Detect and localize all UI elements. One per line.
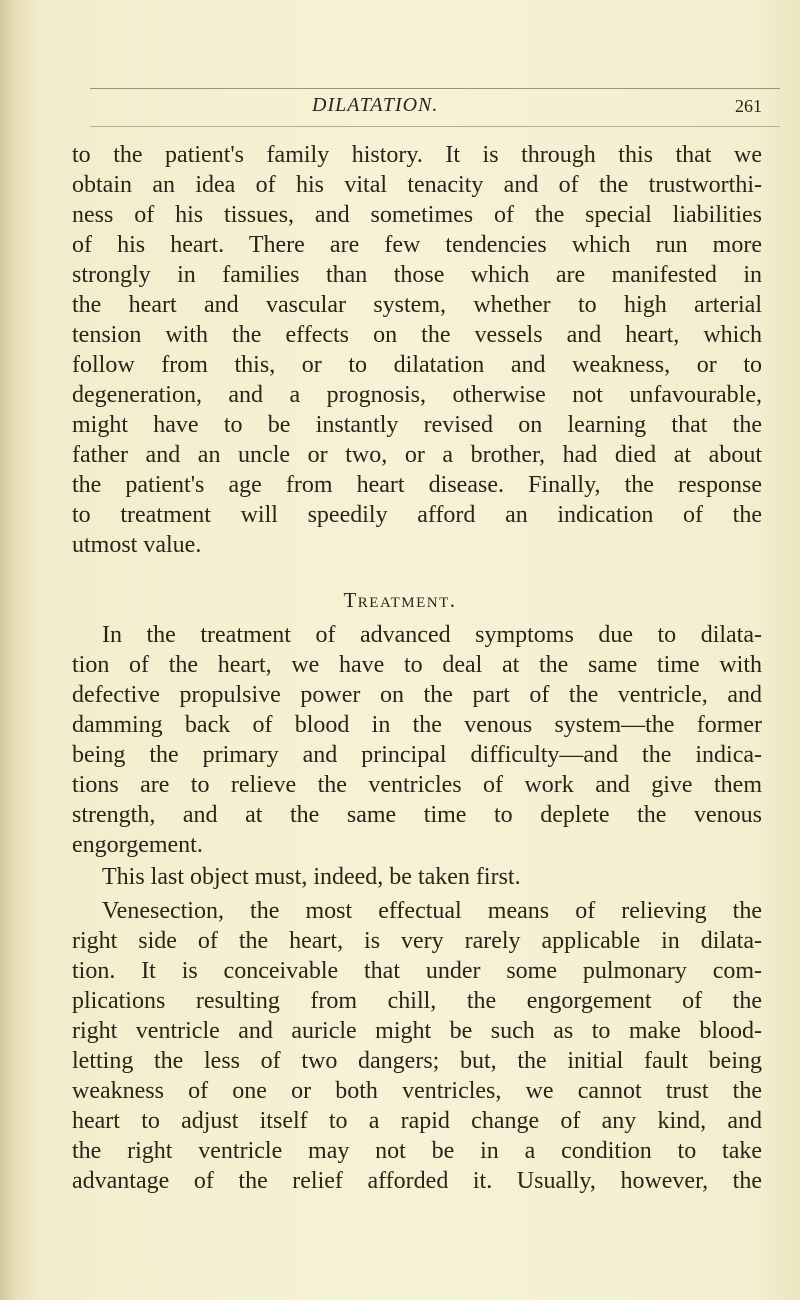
text-line: plications resulting from chill, the engorgement of the	[72, 988, 762, 1014]
running-head	[0, 94, 800, 124]
page-number: 261	[735, 96, 762, 116]
text-line: degeneration, and a prognosis, otherwise not unfavourable,	[72, 382, 762, 408]
text-line: damming back of blood in the venous system—the former	[72, 712, 762, 738]
text-line: right side of the heart, is very rarely applicable in dilata-	[72, 928, 762, 954]
text-line: utmost value.	[72, 532, 202, 558]
text-line: engorgement.	[72, 832, 203, 858]
text-line: tion. It is conceivable that under some pulmonary com-	[72, 958, 762, 984]
text-line: to the patient's family history. It is through this that we	[72, 142, 762, 168]
text-line: ness of his tissues, and sometimes of the special liabilities	[72, 202, 762, 228]
text-line: defective propulsive power on the part of the ventricle, and	[72, 682, 762, 708]
text-line: obtain an idea of his vital tenacity and of the trustworthi-	[72, 172, 762, 198]
text-line: father and an uncle or two, or a brother, had died at about	[72, 442, 762, 468]
text-line: Venesection, the most effectual means of relieving the	[102, 898, 762, 924]
text-line: to treatment will speedily afford an indication of the	[72, 502, 762, 528]
text-line: the heart and vascular system, whether to high arterial	[72, 292, 762, 318]
text-line: tension with the effects on the vessels and heart, which	[72, 322, 762, 348]
text-line: tions are to relieve the ventricles of work and give them	[72, 772, 762, 798]
text-line: letting the less of two dangers; but, the initial fault being	[72, 1048, 762, 1074]
head-rule	[90, 126, 780, 127]
text-line: This last object must, indeed, be taken first.	[102, 864, 521, 890]
section-heading: Treatment.	[343, 588, 457, 612]
text-line: advantage of the relief afforded it. Usually, however, the	[72, 1168, 762, 1194]
text-line: the patient's age from heart disease. Finally, the response	[72, 472, 762, 498]
text-line: In the treatment of advanced symptoms due to dilata-	[102, 622, 762, 648]
running-title: DILATATION.	[312, 94, 439, 116]
text-line: follow from this, or to dilatation and weakness, or to	[72, 352, 762, 378]
text-line: weakness of one or both ventricles, we cannot trust the	[72, 1078, 762, 1104]
text-line: of his heart. There are few tendencies which run more	[72, 232, 762, 258]
text-line: heart to adjust itself to a rapid change of any kind, and	[72, 1108, 762, 1134]
text-line: being the primary and principal difficulty—and the indica-	[72, 742, 762, 768]
text-line: right ventricle and auricle might be such as to make blood-	[72, 1018, 762, 1044]
text-line: strength, and at the same time to deplete the venous	[72, 802, 762, 828]
text-line: tion of the heart, we have to deal at the same time with	[72, 652, 762, 678]
text-line: the right ventricle may not be in a condition to take	[72, 1138, 762, 1164]
top-rule	[90, 88, 780, 89]
text-line: strongly in families than those which are manifested in	[72, 262, 762, 288]
text-line: might have to be instantly revised on learning that the	[72, 412, 762, 438]
